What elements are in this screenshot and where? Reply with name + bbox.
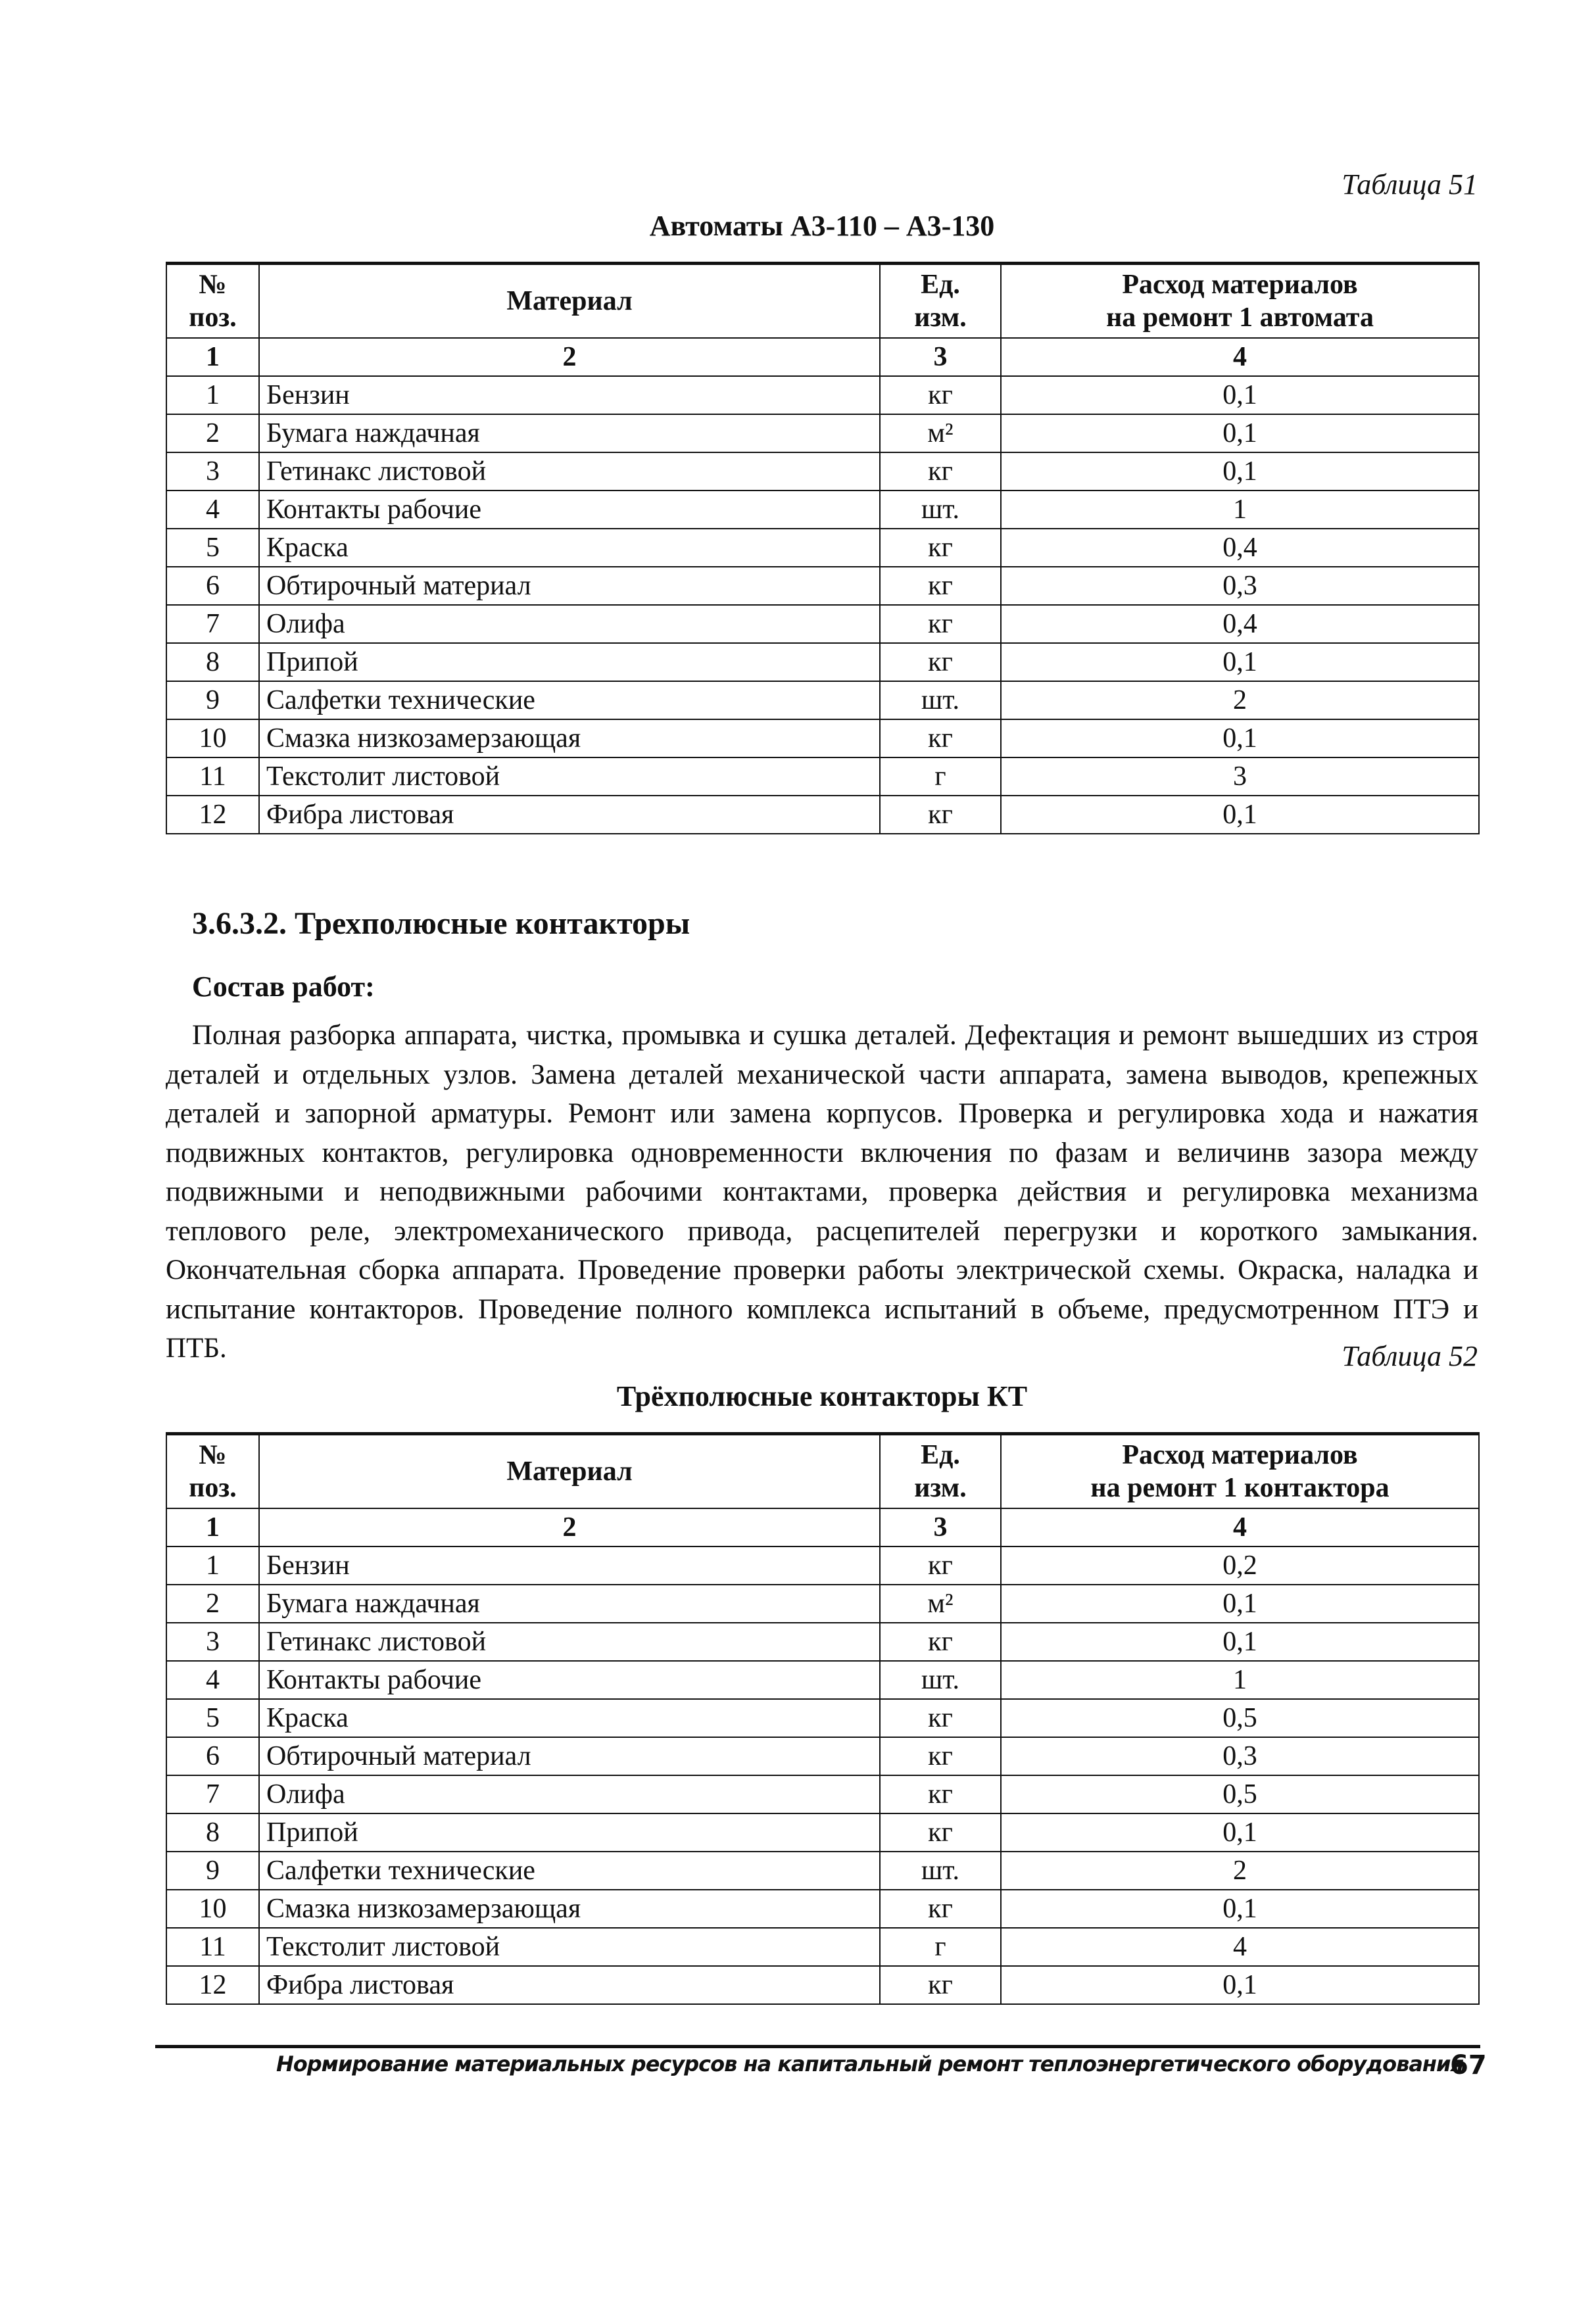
table-row <box>166 1585 1479 1623</box>
consumption-cell: 0,5 <box>1001 1775 1479 1813</box>
column-number: 3 <box>880 1508 1001 1547</box>
consumption-cell: 0,1 <box>1001 1966 1479 2004</box>
unit-cell: кг <box>880 1623 1001 1661</box>
material-cell: Краска <box>259 1699 880 1737</box>
material-cell: Фибра листовая <box>259 1966 880 2004</box>
position-cell: 12 <box>166 796 259 834</box>
material-cell: Смазка низкозамерзающая <box>259 1890 880 1928</box>
table-row <box>166 681 1479 719</box>
unit-cell: кг <box>880 1547 1001 1585</box>
unit-cell: кг <box>880 529 1001 567</box>
unit-cell: шт. <box>880 1661 1001 1699</box>
material-cell: Олифа <box>259 1775 880 1813</box>
unit-cell: г <box>880 1928 1001 1966</box>
consumption-cell: 1 <box>1001 491 1479 529</box>
table-52-caption: Таблица 52 <box>1342 1340 1478 1372</box>
table-row <box>166 376 1479 414</box>
table-row <box>166 491 1479 529</box>
unit-cell: кг <box>880 1966 1001 2004</box>
consumption-cell: 0,1 <box>1001 452 1479 491</box>
material-cell: Гетинакс листовой <box>259 1623 880 1661</box>
header-row <box>166 264 1479 339</box>
material-cell: Контакты рабочие <box>259 1661 880 1699</box>
material-cell: Обтирочный материал <box>259 567 880 605</box>
position-cell: 9 <box>166 1852 259 1890</box>
table-51-title: Автоматы А3-110 – А3-130 <box>649 210 995 242</box>
unit-cell: кг <box>880 1699 1001 1737</box>
column-number: 2 <box>259 338 880 376</box>
footer-text: Нормирование материальных ресурсов на капитальный ремонт теплоэнергетического оборудования <box>276 2051 1463 2076</box>
table-row <box>166 567 1479 605</box>
unit-cell: кг <box>880 1890 1001 1928</box>
consumption-cell: 0,4 <box>1001 605 1479 643</box>
consumption-cell: 0,4 <box>1001 529 1479 567</box>
position-cell: 7 <box>166 605 259 643</box>
section-heading: 3.6.3.2. Трехполюсные контакторы <box>192 906 690 941</box>
consumption-cell: 0,1 <box>1001 414 1479 452</box>
column-number: 1 <box>166 338 259 376</box>
column-header: Расход материалов на ремонт 1 контактора <box>1001 1434 1479 1509</box>
consumption-cell: 0,1 <box>1001 1585 1479 1623</box>
table-row <box>166 1775 1479 1813</box>
consumption-cell: 0,1 <box>1001 376 1479 414</box>
position-cell: 8 <box>166 643 259 681</box>
material-cell: Краска <box>259 529 880 567</box>
table-row <box>166 1737 1479 1775</box>
table-row <box>166 1966 1479 2004</box>
position-cell: 8 <box>166 1813 259 1852</box>
column-header: Материал <box>259 264 880 339</box>
table-row <box>166 1623 1479 1661</box>
position-cell: 3 <box>166 452 259 491</box>
unit-cell: шт. <box>880 681 1001 719</box>
consumption-cell: 0,2 <box>1001 1547 1479 1585</box>
consumption-cell: 0,1 <box>1001 719 1479 757</box>
material-cell: Салфетки технические <box>259 1852 880 1890</box>
position-cell: 2 <box>166 414 259 452</box>
unit-cell: шт. <box>880 1852 1001 1890</box>
material-cell: Смазка низкозамерзающая <box>259 719 880 757</box>
column-header: Ед. изм. <box>880 264 1001 339</box>
position-cell: 4 <box>166 1661 259 1699</box>
material-cell: Бумага наждачная <box>259 414 880 452</box>
table-row <box>166 414 1479 452</box>
table-51-caption: Таблица 51 <box>1342 168 1478 201</box>
position-cell: 5 <box>166 529 259 567</box>
unit-cell: кг <box>880 605 1001 643</box>
column-number: 1 <box>166 1508 259 1547</box>
table-52-title: Трёхполюсные контакторы КТ <box>616 1380 1028 1412</box>
consumption-cell: 0,1 <box>1001 1813 1479 1852</box>
column-number: 4 <box>1001 1508 1479 1547</box>
section-paragraph: Полная разборка аппарата, чистка, промывка и сушка деталей. Дефектация и ремонт вышедших из строя деталей и отдельных узлов. Замена деталей механической части аппарата, замена выводов, крепежных деталей и запорной арматуры. Ремонт или замена корпусов. Проверка и регулировка хода и нажатия подвижных контактов, регулировка одновременности включения по фазам и величинв зазора между подвижными и неподвижными рабочими контактами, проверка действия и регулировка механизма теплового реле, электромеханического привода, расцепителей перегрузки и короткого замыкания. Окончательная сборка аппарата. Проведение проверки работы электрической схемы. Окраска, наладка и испытание контакторов. Проведение полного комплекса испытаний в объеме, предусмотренном ПТЭ и ПТБ. <box>166 1020 1478 1364</box>
consumption-cell: 0,1 <box>1001 1623 1479 1661</box>
unit-cell: м² <box>880 1585 1001 1623</box>
unit-cell: шт. <box>880 491 1001 529</box>
column-header: № поз. <box>166 1434 259 1509</box>
consumption-cell: 3 <box>1001 757 1479 796</box>
table-row <box>166 529 1479 567</box>
table-row <box>166 1890 1479 1928</box>
column-header: Материал <box>259 1434 880 1509</box>
table-row <box>166 757 1479 796</box>
table-row <box>166 796 1479 834</box>
position-cell: 3 <box>166 1623 259 1661</box>
unit-cell: кг <box>880 643 1001 681</box>
position-cell: 4 <box>166 491 259 529</box>
column-header: Расход материалов на ремонт 1 автомата <box>1001 264 1479 339</box>
table-row <box>166 719 1479 757</box>
unit-cell: кг <box>880 376 1001 414</box>
unit-cell: кг <box>880 1775 1001 1813</box>
material-cell: Бензин <box>259 1547 880 1585</box>
position-cell: 6 <box>166 1737 259 1775</box>
column-number-row <box>166 338 1479 376</box>
material-cell: Обтирочный материал <box>259 1737 880 1775</box>
consumption-cell: 0,1 <box>1001 1890 1479 1928</box>
material-cell: Фибра листовая <box>259 796 880 834</box>
material-cell: Олифа <box>259 605 880 643</box>
position-cell: 1 <box>166 376 259 414</box>
position-cell: 7 <box>166 1775 259 1813</box>
table-row <box>166 452 1479 491</box>
material-cell: Бензин <box>259 376 880 414</box>
unit-cell: г <box>880 757 1001 796</box>
consumption-cell: 2 <box>1001 681 1479 719</box>
consumption-cell: 1 <box>1001 1661 1479 1699</box>
position-cell: 6 <box>166 567 259 605</box>
unit-cell: кг <box>880 1737 1001 1775</box>
material-cell: Текстолит листовой <box>259 1928 880 1966</box>
position-cell: 10 <box>166 1890 259 1928</box>
column-number-row <box>166 1508 1479 1547</box>
position-cell: 5 <box>166 1699 259 1737</box>
consumption-cell: 0,5 <box>1001 1699 1479 1737</box>
column-header: Ед. изм. <box>880 1434 1001 1509</box>
table-row <box>166 1661 1479 1699</box>
position-cell: 11 <box>166 757 259 796</box>
unit-cell: кг <box>880 452 1001 491</box>
position-cell: 12 <box>166 1966 259 2004</box>
material-cell: Припой <box>259 643 880 681</box>
material-cell: Гетинакс листовой <box>259 452 880 491</box>
column-number: 2 <box>259 1508 880 1547</box>
table-row <box>166 1852 1479 1890</box>
footer-divider <box>155 2045 1480 2048</box>
unit-cell: кг <box>880 1813 1001 1852</box>
consumption-cell: 0,3 <box>1001 567 1479 605</box>
unit-cell: кг <box>880 719 1001 757</box>
section-subheading: Состав работ: <box>192 971 375 1003</box>
position-cell: 10 <box>166 719 259 757</box>
unit-cell: кг <box>880 796 1001 834</box>
consumption-cell: 0,1 <box>1001 643 1479 681</box>
consumption-cell: 0,1 <box>1001 796 1479 834</box>
position-cell: 11 <box>166 1928 259 1966</box>
table-row <box>166 643 1479 681</box>
consumption-cell: 4 <box>1001 1928 1479 1966</box>
table-row <box>166 1813 1479 1852</box>
table-51 <box>166 262 1480 834</box>
position-cell: 1 <box>166 1547 259 1585</box>
position-cell: 2 <box>166 1585 259 1623</box>
page-number: 67 <box>1450 2050 1487 2080</box>
material-cell: Текстолит листовой <box>259 757 880 796</box>
consumption-cell: 2 <box>1001 1852 1479 1890</box>
table-row <box>166 1547 1479 1585</box>
table-row <box>166 605 1479 643</box>
column-number: 3 <box>880 338 1001 376</box>
table-row <box>166 1699 1479 1737</box>
consumption-cell: 0,3 <box>1001 1737 1479 1775</box>
column-header: № поз. <box>166 264 259 339</box>
column-number: 4 <box>1001 338 1479 376</box>
header-row <box>166 1434 1479 1509</box>
unit-cell: кг <box>880 567 1001 605</box>
material-cell: Бумага наждачная <box>259 1585 880 1623</box>
unit-cell: м² <box>880 414 1001 452</box>
table-row <box>166 1928 1479 1966</box>
material-cell: Салфетки технические <box>259 681 880 719</box>
table-52 <box>166 1432 1480 2005</box>
position-cell: 9 <box>166 681 259 719</box>
material-cell: Припой <box>259 1813 880 1852</box>
material-cell: Контакты рабочие <box>259 491 880 529</box>
